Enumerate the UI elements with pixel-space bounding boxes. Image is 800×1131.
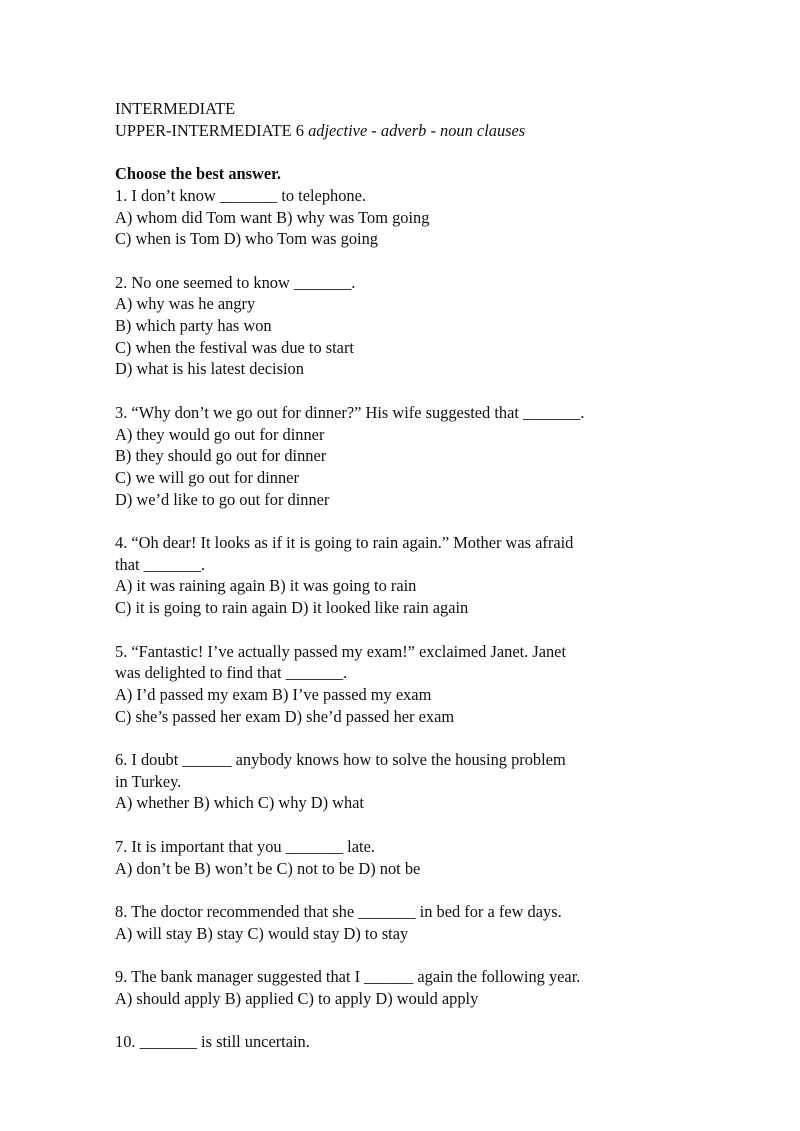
- spacer: [115, 1009, 715, 1031]
- unit-title: [115, 120, 715, 142]
- spacer: [115, 814, 715, 836]
- question-block: [115, 185, 715, 250]
- question-block: [115, 272, 715, 381]
- question-block: [115, 1031, 715, 1053]
- question-block: [115, 641, 715, 728]
- question-block: [115, 402, 715, 511]
- question-block: [115, 749, 715, 814]
- spacer: [115, 380, 715, 402]
- answer-options: A) I’d passed my exam B) I’ve passed my exam: [115, 684, 432, 704]
- question-text: was delighted to find that _______.: [115, 663, 348, 683]
- question-block: [115, 901, 715, 944]
- question-text: in Turkey.: [115, 771, 182, 791]
- answer-options: B) which party has won: [115, 316, 272, 335]
- question-text: that _______.: [115, 554, 206, 574]
- answer-options: C) she’s passed her exam D) she’d passed her exam: [115, 706, 455, 726]
- answer-options: A) should apply B) applied C) to apply D) would apply: [115, 988, 479, 1008]
- answer-options: A) they would go out for dinner: [115, 424, 325, 444]
- question-block: [115, 836, 715, 879]
- answer-options: D) we’d like to go out for dinner: [115, 489, 330, 509]
- answer-options: A) it was raining again B) it was going to rain: [115, 576, 417, 596]
- answer-options: D) what is his latest decision: [115, 359, 304, 379]
- answer-options: A) don’t be B) won’t be C) not to be D) not be: [115, 858, 421, 878]
- answer-options: A) whether B) which C) why D) what: [115, 793, 364, 813]
- instruction: Choose the best answer.: [115, 164, 282, 184]
- answer-options: A) whom did Tom want B) why was Tom going: [115, 207, 430, 227]
- question-text: 10. _______ is still uncertain.: [115, 1032, 310, 1052]
- spacer: [115, 879, 715, 901]
- answer-options: B) they should go out for dinner: [115, 446, 327, 466]
- question-text: 9. The bank manager suggested that I ______ again the following year.: [115, 966, 581, 986]
- spacer: [115, 510, 715, 532]
- answer-options: C) when the festival was due to start: [115, 337, 354, 357]
- unit-label: UPPER-INTERMEDIATE 6: [115, 120, 304, 140]
- question-block: [115, 966, 715, 1009]
- level-title: INTERMEDIATE: [115, 99, 236, 118]
- answer-options: C) we will go out for dinner: [115, 467, 299, 487]
- answer-options: C) when is Tom D) who Tom was going: [115, 229, 378, 249]
- question-text: 1. I don’t know _______ to telephone.: [115, 185, 366, 205]
- spacer: [115, 727, 715, 749]
- answer-options: C) it is going to rain again D) it looked like rain again: [115, 598, 469, 618]
- question-text: 3. “Why don’t we go out for dinner?” His wife suggested that _______.: [115, 402, 585, 422]
- question-list: [115, 185, 715, 1053]
- question-text: 7. It is important that you _______ late.: [115, 836, 375, 856]
- question-text: 5. “Fantastic! I’ve actually passed my exam!” exclaimed Janet. Janet: [115, 641, 567, 661]
- topic-label: adjective - adverb - noun clauses: [308, 120, 526, 140]
- question-text: 2. No one seemed to know _______.: [115, 272, 356, 292]
- spacer: [115, 250, 715, 272]
- worksheet-page: [115, 98, 715, 1053]
- spacer: [115, 141, 715, 163]
- spacer: [115, 619, 715, 641]
- answer-options: A) why was he angry: [115, 294, 256, 314]
- question-text: 6. I doubt ______ anybody knows how to solve the housing problem: [115, 750, 566, 769]
- question-block: [115, 532, 715, 619]
- question-text: 8. The doctor recommended that she _______ in bed for a few days.: [115, 901, 562, 921]
- answer-options: A) will stay B) stay C) would stay D) to stay: [115, 923, 409, 943]
- spacer: [115, 944, 715, 966]
- question-text: 4. “Oh dear! It looks as if it is going to rain again.” Mother was afraid: [115, 533, 574, 552]
